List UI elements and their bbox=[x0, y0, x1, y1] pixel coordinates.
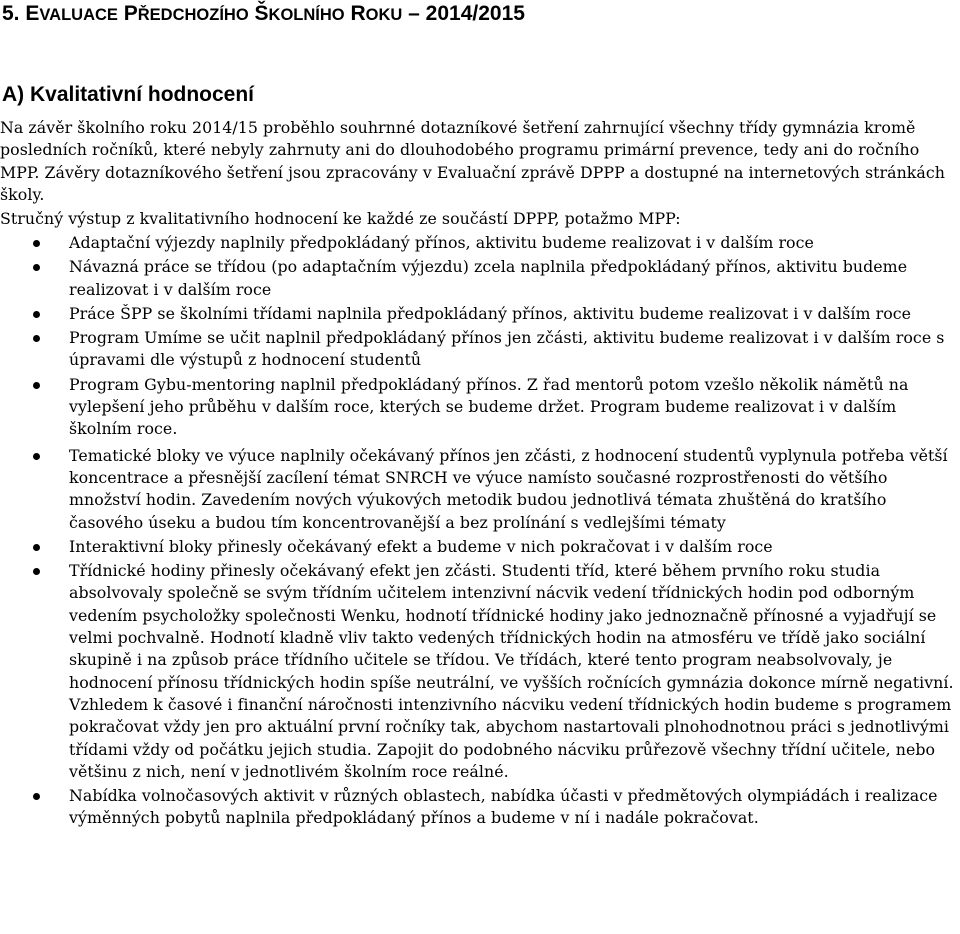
list-item bbox=[0, 560, 958, 783]
bullet-icon bbox=[33, 240, 40, 247]
list-item-text: Třídnické hodiny přinesly očekávaný efekt jen zčásti. Studenti tříd, které během prvního roku studia absolvovaly společně se svým třídním učitelem intenzivní nácvik vedení třídnických hodin pod odborným vedením psycholožky společnosti Wenku, hodnotí třídnické hodiny jako jednoznačně přínosné a vyjadřují se velmi pochvalně. Hodnotí kladně vliv takto vedených třídnických hodin na atmosféru ve třídě jako sociální skupině i na způsob práce třídního učitele se třídou. Ve třídách, které tento program neabsolvovaly, je hodnocení přínosu třídnických hodin spíše neutrální, ve vyšších ročnících gymnázia dokonce mírně negativní. Vzhledem k časové i finanční náročnosti intenzivního nácviku vedení třídnických hodin budeme s programem pokračovat vždy jen pro aktuální první ročníky tak, abychom nastartovali plnohodnotnou práci s jednotlivými třídami vždy od počátku jejich studia. Zapojit do podobného nácviku průřezově všechny třídní učitele, nebo většinu z nich, není v jednotlivém školním roce reálné. bbox=[69, 561, 954, 781]
title-smallcaps: ŘEDCHOZÍHO bbox=[137, 6, 249, 24]
bullet-icon bbox=[33, 264, 40, 271]
list-item-text: Program Umíme se učit naplnil předpokládaný přínos jen zčásti, aktivitu budeme realizovat i v dalším roce s úpravami dle výstupů z hodnocení studentů bbox=[69, 328, 945, 370]
list-item bbox=[0, 536, 958, 558]
evaluation-list bbox=[0, 232, 958, 832]
list-item-text: Interaktivní bloky přinesly očekávaný efekt a budeme v nich pokračovat i v dalším roce bbox=[69, 536, 773, 556]
title-years: – 2014/2015 bbox=[408, 2, 525, 25]
list-item-text: Adaptační výjezdy naplnily předpokládaný přínos, aktivitu budeme realizovat i v dalším roce bbox=[69, 233, 814, 252]
bullet-icon bbox=[33, 335, 40, 342]
bullet-icon bbox=[33, 311, 40, 318]
title-initial: Š bbox=[254, 2, 269, 25]
list-item bbox=[0, 785, 958, 830]
bullet-icon bbox=[33, 382, 40, 389]
list-item-text: Práce ŠPP se školními třídami naplnila předpokládaný přínos, aktivitu budeme realizovat i v dalším roce bbox=[69, 303, 912, 323]
title-smallcaps: VALUACE bbox=[39, 6, 118, 24]
bullet-icon bbox=[33, 453, 40, 460]
subsection-heading: A) Kvalitativní hodnocení bbox=[2, 83, 255, 106]
bullet-icon bbox=[33, 793, 40, 800]
title-initial: E bbox=[25, 2, 40, 25]
lead-line: Stručný výstup z kvalitativního hodnocení ke každé ze součástí DPPP, potažmo MPP: bbox=[0, 209, 681, 228]
title-initial: P bbox=[123, 2, 138, 25]
section-number: 5. bbox=[2, 2, 20, 25]
intro-paragraph: Na závěr školního roku 2014/15 proběhlo souhrnné dotazníkové šetření zahrnující všechny třídy gymnázia kromě posledních ročníků, které nebyly zahrnuty ani do dlouhodobého programu primární prevence, tedy ani do ročního MPP. Závěry dotazníkového šetření jsou zpracovány v Evaluační zprávě DPPP a dostupné na internetových stránkách školy. bbox=[0, 118, 946, 204]
list-item-text: Program Gybu-mentoring naplnil předpokládaný přínos. Z řad mentorů potom vzešlo několik námětů na vylepšení jeho průběhu v dalším roce, kterých se budeme držet. Program budeme realizovat i v dalším školním roce. bbox=[69, 374, 909, 439]
title-smallcaps: KOLNÍHO bbox=[268, 6, 345, 24]
list-item-text: Nabídka volnočasových aktivit v různých oblastech, nabídka účasti v předmětových olympiádách i realizace výměnných pobytů naplnila předpokládaný přínos a budeme v ní i nadále pokračovat. bbox=[69, 786, 938, 828]
title-smallcaps: OKU bbox=[365, 6, 403, 24]
section-title bbox=[25, 2, 525, 25]
list-item bbox=[0, 303, 958, 325]
list-item bbox=[0, 374, 958, 441]
list-item bbox=[0, 256, 958, 301]
title-initial: R bbox=[350, 2, 366, 25]
section-heading bbox=[2, 0, 942, 29]
list-item bbox=[0, 232, 958, 254]
list-item bbox=[0, 327, 958, 372]
bullet-icon bbox=[33, 568, 40, 575]
bullet-icon bbox=[33, 544, 40, 551]
list-item-text: Návazná práce se třídou (po adaptačním výjezdu) zcela naplnila předpokládaný přínos, aktivitu budeme realizovat i v dalším roce bbox=[69, 257, 908, 299]
list-item bbox=[0, 445, 958, 534]
list-item-text: Tematické bloky ve výuce naplnily očekávaný přínos jen zčásti, z hodnocení studentů vyplynula potřeba větší koncentrace a přesnější zacílení témat SNRCH ve výuce namísto současné rozprostřenosti do většího množství hodin. Zavedením nových výukových metodik budou jednotlivá témata zhuštěná do kratšího časového úseku a budou tím koncentrovanější a bez prolínání s vedlejšími tématy bbox=[69, 445, 948, 532]
